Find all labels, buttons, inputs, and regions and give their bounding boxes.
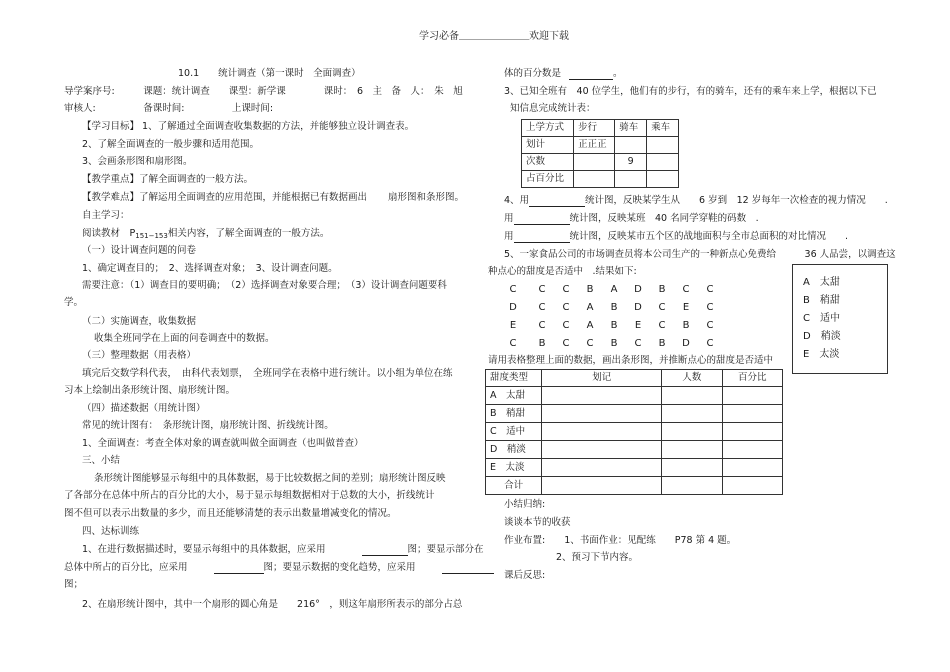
survey-response-letter: B [610,302,618,313]
question-4-line-2 [504,213,759,225]
survey-response-letter: C [538,320,546,331]
table-cell[interactable] [722,477,782,495]
table-cell[interactable] [615,137,647,154]
summary-heading: 三、小结 [82,455,121,466]
homework-2: 2、预习下节内容。 [556,552,639,563]
table-cell: 次数 [522,154,574,171]
survey-response-letter: E [634,320,642,331]
goal-1: 【学习目标】 1、了解通过全面调查收集数据的方法，并能够独立设计调查表。 [82,121,415,132]
table-cell[interactable] [722,459,782,477]
table-cell[interactable] [662,405,722,423]
survey-response-letter: A [586,302,594,313]
survey-response-letter: C [706,284,714,295]
sweetness-table [485,369,783,495]
section-4-heading: （四）描述数据（用统计图） [82,403,206,414]
table-cell[interactable] [542,387,662,405]
summary-prompt: 谈谈本节的收获 [504,517,571,528]
summary-prompt-heading: 小结归纳: [504,499,546,510]
q4-prefix-c: 用 [504,231,514,242]
table-cell[interactable] [722,423,782,441]
section-1-note-end: 学。 [64,297,84,308]
question-3-line-2: 知信息完成统计表： [510,103,596,114]
lesson-title: 10.1 统计调查（第一课时 全面调查） [178,68,361,79]
table-header-cell: 划记 [542,370,662,387]
q4-prefix-a: 4、用 [504,195,530,206]
table-cell[interactable] [574,154,615,171]
legend-item: A 太甜 [803,277,840,288]
table-row [486,459,783,477]
survey-response-letter: C [562,320,570,331]
q2-text-c: 。 [613,68,623,79]
reading-text-b: 相关内容，了解全面调查的一般方法。 [167,228,330,239]
survey-response-letter: C [562,302,570,313]
homework-1: 作业布置: 1、书面作业：见配练 P78 第 4 题。 [504,535,737,546]
table-cell[interactable] [662,477,722,495]
survey-response-letter: C [509,284,517,295]
table-row [522,154,679,171]
q1-blank-2[interactable] [214,563,264,574]
survey-response-letter: B [610,338,618,349]
table-cell: 划计 [522,137,574,154]
survey-response-letter: E [682,302,690,313]
table-row [486,441,783,459]
reading-text-a: 阅读教材 P [82,228,136,239]
table-cell: 9 [615,154,647,171]
survey-response-letter: B [658,338,666,349]
table-cell: 正正正 [574,137,615,154]
survey-response-letter: C [682,284,690,295]
table-cell[interactable] [662,441,722,459]
survey-response-letter: C [658,302,666,313]
summary-line-1: 条形统计图能够显示每组中的具体数据，易于比较数据之间的差别；扇形统计图反映 [94,473,446,484]
section-1-note: 需要注意：（1）调查目的要明确； （2）选择调查对象要合理； （3）设计调查问题要科 [82,280,447,291]
table-cell[interactable] [722,387,782,405]
table-cell: 上学方式 [522,120,574,137]
sweetness-legend [792,264,888,374]
difficulty-b: 扇形图和条形图。 [388,192,465,203]
table-row [486,370,783,387]
question-1-line-2 [64,562,494,574]
table-row [522,137,679,154]
table-row [486,477,783,495]
survey-response-letter: D [634,284,642,295]
survey-response-letter: A [610,284,618,295]
survey-response-letter: C [586,338,594,349]
survey-response-letter: C [562,338,570,349]
goal-2: 2、了解全面调查的一般步骤和适用范围。 [82,139,260,150]
q4-blank-2[interactable] [514,214,570,225]
table-cell[interactable] [615,171,647,188]
question-5-line-2: 种点心的甜度是否适中 .结果如下: [488,266,637,277]
question-4-line-3 [504,231,848,243]
goal-3: 3、会画条形图和扇形图。 [82,156,193,167]
q4-text-b: 统计图，反映某班 40 名同学穿鞋的码数 . [569,213,759,224]
survey-response-letter: C [634,338,642,349]
meta-line-1: 导学案序号: 课题：统计调查 课型：新学课 课时： 6 主 备 人： 朱 旭 [64,86,463,97]
section-3-text-1: 填完后交数学科代表， 由科代表划票， 全班同学在表格中进行统计。以小组为单位在练 [82,368,453,379]
section-1-heading: （一）设计调查问题的问卷 [82,245,197,256]
practice-heading: 四、达标训练 [82,526,140,537]
q1-text-b: 图；要显示部分在 [407,544,484,555]
q1-blank-3[interactable] [442,563,494,574]
table-cell: E 太淡 [486,459,542,477]
reflection: 课后反思: [504,570,546,581]
table-cell[interactable] [542,405,662,423]
table-cell: 占百分比 [522,171,574,188]
survey-response-letter: D [509,302,517,313]
table-cell: 步行 [574,120,615,137]
section-2-text: 收集全班同学在上面的问卷调查中的数据。 [94,333,275,344]
section-3-text-2: 习本上绘制出条形统计图、扇形统计图。 [64,385,236,396]
table-cell[interactable] [542,441,662,459]
table-row [486,387,783,405]
table-cell[interactable] [722,441,782,459]
table-cell[interactable] [542,459,662,477]
q4-text-a: 统计图，反映某学生从 6 岁到 12 岁每年一次检查的视力情况 . [585,195,888,206]
table-cell[interactable] [647,137,679,154]
survey-response-letter: C [658,320,666,331]
table-header-cell: 甜度类型 [486,370,542,387]
table-cell[interactable] [647,171,679,188]
q1-text-d: 图；要显示数据的变化趋势，应采用 [263,562,416,573]
table-row [522,171,679,188]
survey-response-letter: C [538,284,546,295]
question-5-line-1: 5、一家食品公司的市场调查员将本公司生产的一种新点心免费给 36 人品尝，以调查这 [504,249,896,260]
table-cell[interactable] [662,387,722,405]
survey-response-letter: B [658,284,666,295]
table-cell: 乘车 [647,120,679,137]
table-row [522,120,679,137]
table-cell[interactable] [542,423,662,441]
page-header: 学习必备＿＿＿＿＿＿＿欢迎下载 [419,31,569,42]
section-1-steps: 1、确定调查目的； 2、选择调查对象； 3、设计调查问题。 [82,263,338,274]
survey-response-letter: B [538,338,546,349]
table-cell[interactable] [662,423,722,441]
section-4-text: 常见的统计图有： 条形统计图，扇形统计图、折线统计图。 [82,420,334,431]
table-cell: 骑车 [615,120,647,137]
survey-response-letter: C [509,338,517,349]
legend-item: B 稍甜 [803,295,840,306]
self-study: 自主学习： [82,210,130,221]
q4-blank-1[interactable] [529,196,585,207]
q2-text-b: 体的百分数是 [504,68,562,79]
meta-line-2: 审核人: 备课时间: 上课时间: [64,103,274,114]
survey-response-letter: A [586,320,594,331]
question-4-line-1 [504,195,888,207]
key-point: 【教学重点】了解全面调查的一般方法。 [82,174,254,185]
survey-response-letter: C [538,302,546,313]
q1-blank-1[interactable] [362,545,408,556]
survey-response-letter: B [586,284,594,295]
survey-response-letter: E [509,320,517,331]
table-cell: B 稍甜 [486,405,542,423]
table-row [486,423,783,441]
q4-text-c: 统计图，反映某市五个区的战地面积与全市总面积的对比情况 . [569,231,849,242]
table-header-cell: 人数 [662,370,722,387]
question-1-line-1 [82,544,484,556]
table-cell: D 稍淡 [486,441,542,459]
summary-line-2: 了各部分在总体中所占的百分比的大小，易于显示每组数据相对于总数的大小，折线统计 [64,490,435,501]
table-cell[interactable] [574,171,615,188]
concept-definition: 1、全面调查：考查全体对象的调查就叫做全面调查（也叫做普查） [82,438,364,449]
survey-response-letter: D [682,338,690,349]
table-cell: C 适中 [486,423,542,441]
commute-table [521,119,679,188]
summary-line-3: 图不但可以表示出数量的多少，而且还能够清楚的表示出数量增减变化的情况。 [64,508,397,519]
table-cell[interactable] [542,477,662,495]
question-5-instruction: 请用表格整理上面的数据，画出条形图，并推断点心的甜度是否适中 [488,355,774,366]
q4-blank-3[interactable] [514,232,570,243]
survey-response-letter: D [634,302,642,313]
legend-item: D 稍淡 [803,331,841,342]
question-3-line-1: 3、已知全班有 40 位学生，他们有的步行，有的骑车，还有的乘车来上学，根据以下已 [504,86,877,97]
table-cell: 合计 [486,477,542,495]
q1-text-a: 1、在进行数据描述时，要显示每组中的具体数据，应采用 [82,544,326,555]
table-header-cell: 百分比 [722,370,782,387]
table-cell[interactable] [722,405,782,423]
survey-response-letter: B [610,320,618,331]
q2-blank[interactable] [569,69,613,80]
q1-text-c: 总体中所占的百分比，应采用 [64,562,188,573]
reading-line [82,228,329,242]
table-row [486,405,783,423]
survey-response-letter: B [682,320,690,331]
question-2-line-1: 2、在扇形统计图中，其中一个扇形的圆心角是 216° ，则这年扇形所表示的部分占总 [82,599,463,610]
legend-item: E 太淡 [803,349,840,360]
table-cell: A 太甜 [486,387,542,405]
survey-response-letter: C [706,338,714,349]
survey-response-letter: C [706,320,714,331]
section-3-heading: （三）整理数据（用表格） [82,350,197,361]
section-2-heading: （二）实施调查，收集数据 [82,316,197,327]
survey-response-letter: C [706,302,714,313]
survey-response-letter: C [562,284,570,295]
q1-text-e: 图； [64,579,84,590]
question-2-line-2 [504,68,623,80]
legend-item: C 适中 [803,313,840,324]
table-cell[interactable] [662,459,722,477]
reading-pages: 151−153 [135,232,168,240]
q4-prefix-b: 用 [504,213,514,224]
difficulty-a: 【教学难点】了解运用全面调查的应用范围，并能根据已有数据画出 [82,192,368,203]
table-cell[interactable] [647,154,679,171]
